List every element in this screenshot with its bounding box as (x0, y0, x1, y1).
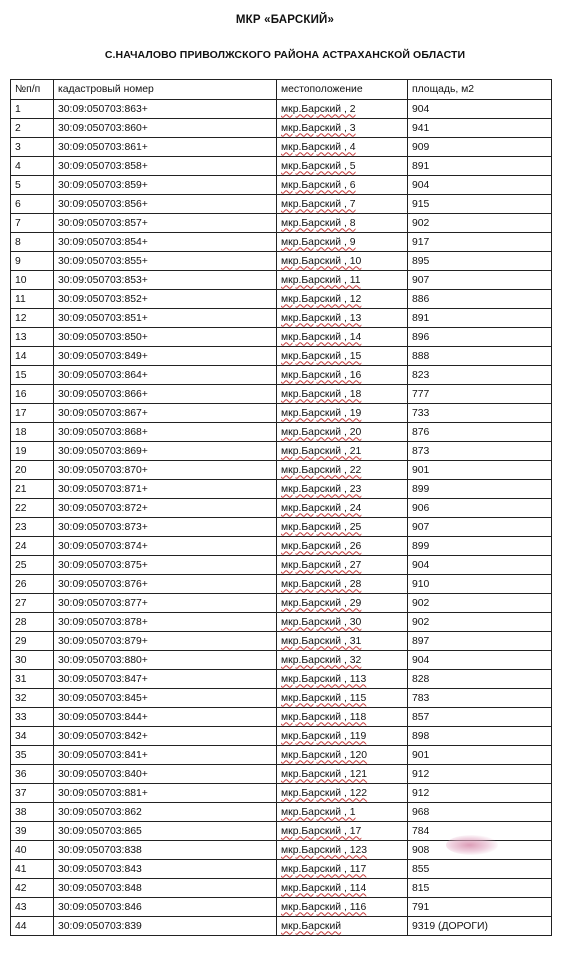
cell-area: 886 (408, 290, 552, 309)
cell-area: 906 (408, 499, 552, 518)
table-header-row (11, 80, 552, 100)
cell-cadastral-number: 30:09:050703:856+ (54, 195, 277, 214)
location-text: мкр.Барский , 1 (281, 806, 356, 818)
cell-area: 915 (408, 195, 552, 214)
cell-location (277, 290, 408, 309)
cell-cadastral-number: 30:09:050703:855+ (54, 252, 277, 271)
cell-location (277, 651, 408, 670)
header-number: №п/п (11, 80, 54, 100)
cell-area: 815 (408, 879, 552, 898)
cell-location (277, 860, 408, 879)
table-row (11, 309, 552, 328)
cell-cadastral-number: 30:09:050703:874+ (54, 537, 277, 556)
cell-area: 910 (408, 575, 552, 594)
cell-number: 1 (11, 100, 54, 119)
cell-number: 19 (11, 442, 54, 461)
cell-location (277, 784, 408, 803)
cell-area: 891 (408, 157, 552, 176)
cell-cadastral-number: 30:09:050703:843 (54, 860, 277, 879)
cell-area: 904 (408, 176, 552, 195)
cell-location (277, 461, 408, 480)
table-row (11, 898, 552, 917)
cell-location (277, 404, 408, 423)
table-row (11, 480, 552, 499)
cell-location (277, 822, 408, 841)
cell-location (277, 119, 408, 138)
cell-location (277, 252, 408, 271)
location-text: мкр.Барский , 8 (281, 217, 356, 229)
cell-number: 33 (11, 708, 54, 727)
location-text: мкр.Барский , 4 (281, 141, 356, 153)
location-text: мкр.Барский , 27 (281, 559, 362, 571)
cell-cadastral-number: 30:09:050703:849+ (54, 347, 277, 366)
header-area: площадь, м2 (408, 80, 552, 100)
table-row (11, 100, 552, 119)
cell-location (277, 366, 408, 385)
cell-area: 873 (408, 442, 552, 461)
table-row (11, 765, 552, 784)
cell-area: 895 (408, 252, 552, 271)
cell-cadastral-number: 30:09:050703:846 (54, 898, 277, 917)
cell-number: 30 (11, 651, 54, 670)
location-text: мкр.Барский , 22 (281, 464, 362, 476)
cell-area: 968 (408, 803, 552, 822)
location-text: мкр.Барский , 14 (281, 331, 362, 343)
location-text: мкр.Барский , 117 (281, 863, 367, 875)
cell-area: 783 (408, 689, 552, 708)
cell-area: 899 (408, 537, 552, 556)
document-subtitle: С.НАЧАЛОВО ПРИВОЛЖСКОГО РАЙОНА АСТРАХАНСКОЙ ОБЛАСТИ (104, 49, 466, 61)
table-row (11, 575, 552, 594)
table-row (11, 214, 552, 233)
cell-number: 44 (11, 917, 54, 936)
cell-number: 22 (11, 499, 54, 518)
cell-number: 38 (11, 803, 54, 822)
cell-number: 43 (11, 898, 54, 917)
cell-number: 37 (11, 784, 54, 803)
cell-location (277, 442, 408, 461)
cell-number: 20 (11, 461, 54, 480)
header-location: местоположение (277, 80, 408, 100)
location-text: мкр.Барский , 32 (281, 654, 362, 666)
cell-location (277, 271, 408, 290)
cell-number: 28 (11, 613, 54, 632)
table-row (11, 442, 552, 461)
cell-cadastral-number: 30:09:050703:869+ (54, 442, 277, 461)
cell-number: 36 (11, 765, 54, 784)
location-text: мкр.Барский , 122 (281, 787, 368, 799)
cell-location (277, 879, 408, 898)
cell-number: 23 (11, 518, 54, 537)
location-text: мкр.Барский , 9 (281, 236, 356, 248)
cell-location (277, 138, 408, 157)
cell-location (277, 575, 408, 594)
cell-area: 909 (408, 138, 552, 157)
cell-number: 14 (11, 347, 54, 366)
location-text: мкр.Барский , 116 (281, 901, 367, 913)
cell-area: 901 (408, 746, 552, 765)
table-row (11, 746, 552, 765)
location-text: мкр.Барский , 121 (281, 768, 368, 780)
table-row (11, 366, 552, 385)
cell-number: 3 (11, 138, 54, 157)
table-row (11, 537, 552, 556)
location-text: мкр.Барский , 12 (281, 293, 362, 305)
table-row (11, 252, 552, 271)
cell-area: 902 (408, 214, 552, 233)
cell-location (277, 195, 408, 214)
location-text: мкр.Барский , 16 (281, 369, 362, 381)
cell-location (277, 176, 408, 195)
cell-area: 791 (408, 898, 552, 917)
location-text: мкр.Барский , 119 (281, 730, 367, 742)
cell-area: 891 (408, 309, 552, 328)
cell-number: 42 (11, 879, 54, 898)
header-cadastral-number: кадастровый номер (54, 80, 277, 100)
cell-location (277, 917, 408, 936)
cell-area: 907 (408, 518, 552, 537)
cell-number: 7 (11, 214, 54, 233)
cell-location (277, 689, 408, 708)
cell-area: 904 (408, 651, 552, 670)
cell-number: 9 (11, 252, 54, 271)
cell-cadastral-number: 30:09:050703:858+ (54, 157, 277, 176)
cell-number: 21 (11, 480, 54, 499)
location-text: мкр.Барский , 115 (281, 692, 367, 704)
cell-number: 12 (11, 309, 54, 328)
table-row (11, 138, 552, 157)
table-row (11, 385, 552, 404)
table-row (11, 822, 552, 841)
table-row (11, 195, 552, 214)
cell-cadastral-number: 30:09:050703:879+ (54, 632, 277, 651)
cell-number: 15 (11, 366, 54, 385)
cell-area: 912 (408, 765, 552, 784)
location-text: мкр.Барский , 120 (281, 749, 368, 761)
cell-area: 733 (408, 404, 552, 423)
location-text: мкр.Барский (281, 920, 342, 932)
table-row (11, 347, 552, 366)
table-row (11, 632, 552, 651)
cell-cadastral-number: 30:09:050703:863+ (54, 100, 277, 119)
cell-cadastral-number: 30:09:050703:853+ (54, 271, 277, 290)
cell-cadastral-number: 30:09:050703:838 (54, 841, 277, 860)
cell-area: 777 (408, 385, 552, 404)
cell-location (277, 898, 408, 917)
cell-location (277, 765, 408, 784)
table-row (11, 233, 552, 252)
cell-number: 26 (11, 575, 54, 594)
location-text: мкр.Барский , 19 (281, 407, 362, 419)
cell-area: 857 (408, 708, 552, 727)
cell-number: 29 (11, 632, 54, 651)
location-text: мкр.Барский , 28 (281, 578, 362, 590)
location-text: мкр.Барский , 10 (281, 255, 362, 267)
location-text: мкр.Барский , 24 (281, 502, 362, 514)
cell-area: 9319 (ДОРОГИ) (408, 917, 552, 936)
cell-cadastral-number: 30:09:050703:880+ (54, 651, 277, 670)
cell-cadastral-number: 30:09:050703:881+ (54, 784, 277, 803)
cell-number: 10 (11, 271, 54, 290)
cell-cadastral-number: 30:09:050703:857+ (54, 214, 277, 233)
cell-cadastral-number: 30:09:050703:839 (54, 917, 277, 936)
cell-area: 907 (408, 271, 552, 290)
cell-location (277, 309, 408, 328)
cell-cadastral-number: 30:09:050703:860+ (54, 119, 277, 138)
table-row (11, 176, 552, 195)
location-text: мкр.Барский , 123 (281, 844, 368, 856)
cell-cadastral-number: 30:09:050703:859+ (54, 176, 277, 195)
cell-area: 898 (408, 727, 552, 746)
cell-location (277, 347, 408, 366)
cell-number: 41 (11, 860, 54, 879)
cell-cadastral-number: 30:09:050703:873+ (54, 518, 277, 537)
cell-location (277, 328, 408, 347)
cell-cadastral-number: 30:09:050703:866+ (54, 385, 277, 404)
table-row (11, 271, 552, 290)
table-row (11, 917, 552, 936)
cell-number: 31 (11, 670, 54, 689)
cell-number: 25 (11, 556, 54, 575)
cell-location (277, 727, 408, 746)
location-text: мкр.Барский , 20 (281, 426, 362, 438)
cell-cadastral-number: 30:09:050703:878+ (54, 613, 277, 632)
cell-cadastral-number: 30:09:050703:861+ (54, 138, 277, 157)
table-row (11, 613, 552, 632)
cell-area: 904 (408, 100, 552, 119)
cell-area: 941 (408, 119, 552, 138)
cell-number: 5 (11, 176, 54, 195)
cell-area: 888 (408, 347, 552, 366)
cell-area: 876 (408, 423, 552, 442)
location-text: мкр.Барский , 113 (281, 673, 367, 685)
cell-location (277, 518, 408, 537)
table-row (11, 404, 552, 423)
cell-area: 901 (408, 461, 552, 480)
cell-cadastral-number: 30:09:050703:877+ (54, 594, 277, 613)
location-text: мкр.Барский , 114 (281, 882, 367, 894)
location-text: мкр.Барский , 5 (281, 160, 356, 172)
location-text: мкр.Барский , 15 (281, 350, 362, 362)
cell-number: 16 (11, 385, 54, 404)
location-text: мкр.Барский , 21 (281, 445, 362, 457)
table-row (11, 328, 552, 347)
cell-cadastral-number: 30:09:050703:852+ (54, 290, 277, 309)
cell-number: 27 (11, 594, 54, 613)
cell-area: 917 (408, 233, 552, 252)
table-row (11, 727, 552, 746)
table-row (11, 594, 552, 613)
cell-cadastral-number: 30:09:050703:847+ (54, 670, 277, 689)
cell-location (277, 214, 408, 233)
location-text: мкр.Барский , 25 (281, 521, 362, 533)
cell-area: 908 (408, 841, 552, 860)
table-row (11, 499, 552, 518)
table-row (11, 670, 552, 689)
cell-location (277, 385, 408, 404)
table-row (11, 841, 552, 860)
table-row (11, 860, 552, 879)
location-text: мкр.Барский , 26 (281, 540, 362, 552)
location-text: мкр.Барский , 11 (281, 274, 361, 286)
cell-number: 18 (11, 423, 54, 442)
location-text: мкр.Барский , 3 (281, 122, 356, 134)
cell-area: 823 (408, 366, 552, 385)
cell-number: 11 (11, 290, 54, 309)
cell-location (277, 708, 408, 727)
cell-area: 828 (408, 670, 552, 689)
cell-area: 899 (408, 480, 552, 499)
location-text: мкр.Барский , 31 (281, 635, 362, 647)
cell-location (277, 632, 408, 651)
cell-location (277, 499, 408, 518)
cell-number: 32 (11, 689, 54, 708)
cell-cadastral-number: 30:09:050703:871+ (54, 480, 277, 499)
location-text: мкр.Барский , 13 (281, 312, 362, 324)
cell-number: 4 (11, 157, 54, 176)
cell-location (277, 556, 408, 575)
table-row (11, 803, 552, 822)
cell-cadastral-number: 30:09:050703:850+ (54, 328, 277, 347)
cell-location (277, 670, 408, 689)
table-row (11, 879, 552, 898)
location-text: мкр.Барский , 30 (281, 616, 362, 628)
cell-number: 6 (11, 195, 54, 214)
table-row (11, 119, 552, 138)
cell-cadastral-number: 30:09:050703:875+ (54, 556, 277, 575)
cell-number: 24 (11, 537, 54, 556)
cell-location (277, 157, 408, 176)
table-body (11, 100, 552, 936)
table-row (11, 157, 552, 176)
cell-number: 8 (11, 233, 54, 252)
cell-location (277, 233, 408, 252)
cell-area: 897 (408, 632, 552, 651)
cell-number: 13 (11, 328, 54, 347)
cell-location (277, 423, 408, 442)
cell-location (277, 803, 408, 822)
location-text: мкр.Барский , 6 (281, 179, 356, 191)
cell-number: 35 (11, 746, 54, 765)
location-text: мкр.Барский , 118 (281, 711, 367, 723)
table-row (11, 784, 552, 803)
table-row (11, 518, 552, 537)
document-title: МКР «БАРСКИЙ» (235, 14, 335, 26)
cell-location (277, 613, 408, 632)
cell-cadastral-number: 30:09:050703:872+ (54, 499, 277, 518)
cell-cadastral-number: 30:09:050703:868+ (54, 423, 277, 442)
location-text: мкр.Барский , 23 (281, 483, 362, 495)
cell-area: 855 (408, 860, 552, 879)
table-row (11, 708, 552, 727)
cell-cadastral-number: 30:09:050703:845+ (54, 689, 277, 708)
cell-location (277, 594, 408, 613)
table-row (11, 651, 552, 670)
location-text: мкр.Барский , 7 (281, 198, 356, 210)
location-text: мкр.Барский , 17 (281, 825, 362, 837)
cell-location (277, 841, 408, 860)
cell-cadastral-number: 30:09:050703:867+ (54, 404, 277, 423)
cell-cadastral-number: 30:09:050703:840+ (54, 765, 277, 784)
cell-number: 2 (11, 119, 54, 138)
cell-cadastral-number: 30:09:050703:854+ (54, 233, 277, 252)
table-row (11, 461, 552, 480)
cell-cadastral-number: 30:09:050703:848 (54, 879, 277, 898)
location-text: мкр.Барский , 2 (281, 103, 356, 115)
cell-location (277, 480, 408, 499)
location-text: мкр.Барский , 29 (281, 597, 362, 609)
location-text: мкр.Барский , 18 (281, 388, 362, 400)
cell-area: 896 (408, 328, 552, 347)
table-row (11, 556, 552, 575)
cell-location (277, 746, 408, 765)
cell-cadastral-number: 30:09:050703:865 (54, 822, 277, 841)
cell-area: 902 (408, 613, 552, 632)
cell-cadastral-number: 30:09:050703:842+ (54, 727, 277, 746)
table-row (11, 290, 552, 309)
cell-cadastral-number: 30:09:050703:870+ (54, 461, 277, 480)
cell-cadastral-number: 30:09:050703:844+ (54, 708, 277, 727)
cell-area: 902 (408, 594, 552, 613)
cell-cadastral-number: 30:09:050703:851+ (54, 309, 277, 328)
cell-cadastral-number: 30:09:050703:862 (54, 803, 277, 822)
cell-area: 904 (408, 556, 552, 575)
cell-number: 17 (11, 404, 54, 423)
table-row (11, 689, 552, 708)
cell-area: 912 (408, 784, 552, 803)
cell-number: 40 (11, 841, 54, 860)
parcels-table (10, 79, 552, 936)
table-row (11, 423, 552, 442)
cell-cadastral-number: 30:09:050703:841+ (54, 746, 277, 765)
cell-location (277, 100, 408, 119)
cell-number: 34 (11, 727, 54, 746)
cell-number: 39 (11, 822, 54, 841)
cell-cadastral-number: 30:09:050703:876+ (54, 575, 277, 594)
cell-area: 784 (408, 822, 552, 841)
cell-location (277, 537, 408, 556)
cell-cadastral-number: 30:09:050703:864+ (54, 366, 277, 385)
